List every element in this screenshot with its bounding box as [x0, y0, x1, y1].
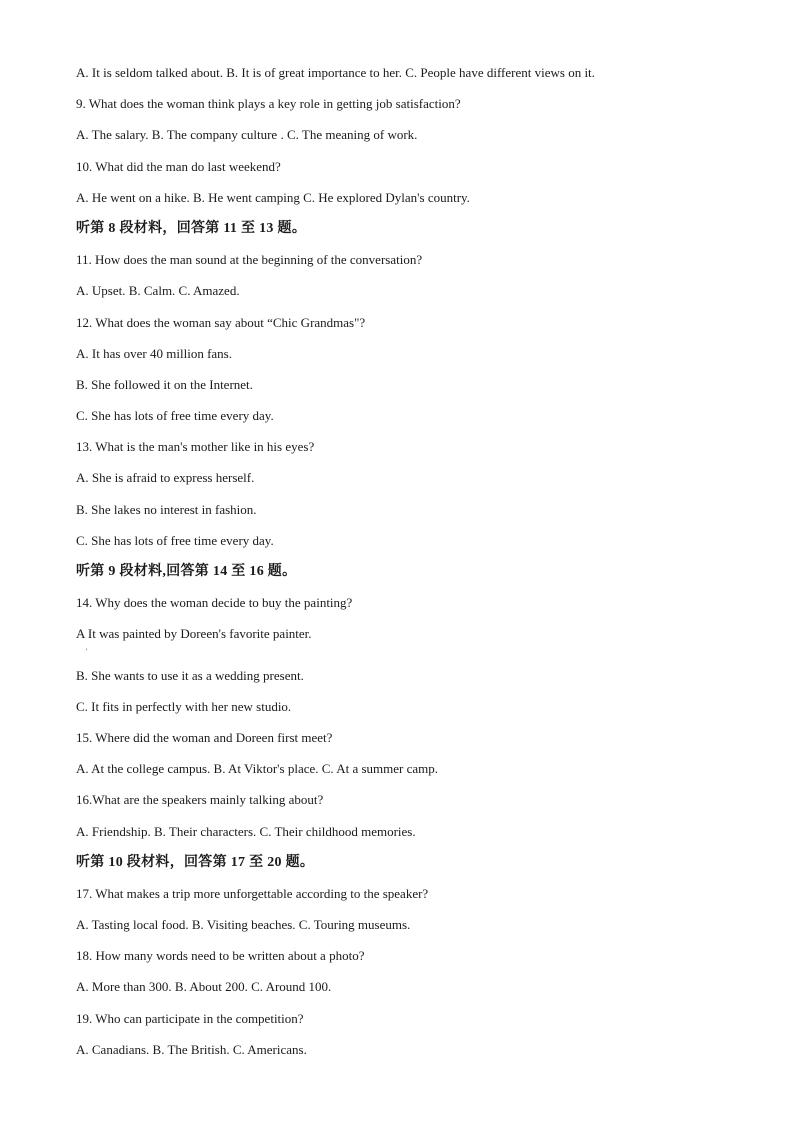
answer-option-q12-a: A. It has over 40 million fans. [76, 345, 232, 361]
question-11: 11. How does the man sound at the beginning of the conversation? [76, 252, 423, 268]
answer-option-q13-a: A. She is afraid to express herself. [76, 470, 255, 486]
stray-mark: ' [86, 646, 88, 656]
question-9: 9. What does the woman think plays a key role in getting job satisfaction? [76, 96, 461, 112]
answer-options-q18: A. More than 300. B. About 200. C. Around 100. [76, 979, 332, 995]
answer-options-q9: A. The salary. B. The company culture . C. The meaning of work. [76, 127, 418, 143]
question-13: 13. What is the man's mother like in his eyes? [76, 439, 315, 455]
answer-option-q12-c: C. She has lots of free time every day. [76, 408, 274, 424]
section-heading-8: 听第 8 段材料，回答第 11 至 13 题。 [76, 220, 307, 236]
answer-option-q13-c: C. She has lots of free time every day. [76, 532, 274, 548]
answer-options-q10: A. He went on a hike. B. He went camping C. He explored Dylan's country. [76, 189, 470, 205]
answer-option-q14-b: B. She wants to use it as a wedding present. [76, 667, 304, 683]
question-15: 15. Where did the woman and Doreen first meet? [76, 729, 333, 745]
answer-option-q14-a: A It was painted by Doreen's favorite painter. [76, 626, 312, 642]
question-17: 17. What makes a trip more unforgettable according to the speaker? [76, 885, 429, 901]
question-19: 19. Who can participate in the competition? [76, 1010, 304, 1026]
section-heading-9: 听第 9 段材料,回答第 14 至 16 题。 [76, 564, 297, 579]
answer-options-q15: A. At the college campus. B. At Viktor's place. C. At a summer camp. [76, 761, 439, 777]
question-10: 10. What did the man do last weekend? [76, 158, 281, 174]
document-page [76, 62, 716, 1070]
section-heading-10: 听第 10 段材料，回答第 17 至 20 题。 [76, 854, 315, 870]
question-14: 14. Why does the woman decide to buy the painting? [76, 595, 353, 611]
answer-option-q13-b: B. She lakes no interest in fashion. [76, 501, 257, 517]
question-18: 18. How many words need to be written about a photo? [76, 948, 365, 964]
answer-options-q17: A. Tasting local food. B. Visiting beaches. C. Touring museums. [76, 917, 411, 933]
question-16: 16.What are the speakers mainly talking about? [76, 792, 324, 808]
answer-options-q8: A. It is seldom talked about. B. It is of great importance to her. C. People have different views on it. [76, 65, 595, 80]
question-12: 12. What does the woman say about “Chic Grandmas"? [76, 314, 366, 330]
answer-option-q12-b: B. She followed it on the Internet. [76, 376, 253, 392]
answer-options-q19: A. Canadians. B. The British. C. Americans. [76, 1041, 307, 1057]
answer-options-q16: A. Friendship. B. Their characters. C. Their childhood memories. [76, 823, 416, 839]
answer-option-q14-c: C. It fits in perfectly with her new studio. [76, 698, 292, 714]
answer-options-q11: A. Upset. B. Calm. C. Amazed. [76, 283, 240, 299]
